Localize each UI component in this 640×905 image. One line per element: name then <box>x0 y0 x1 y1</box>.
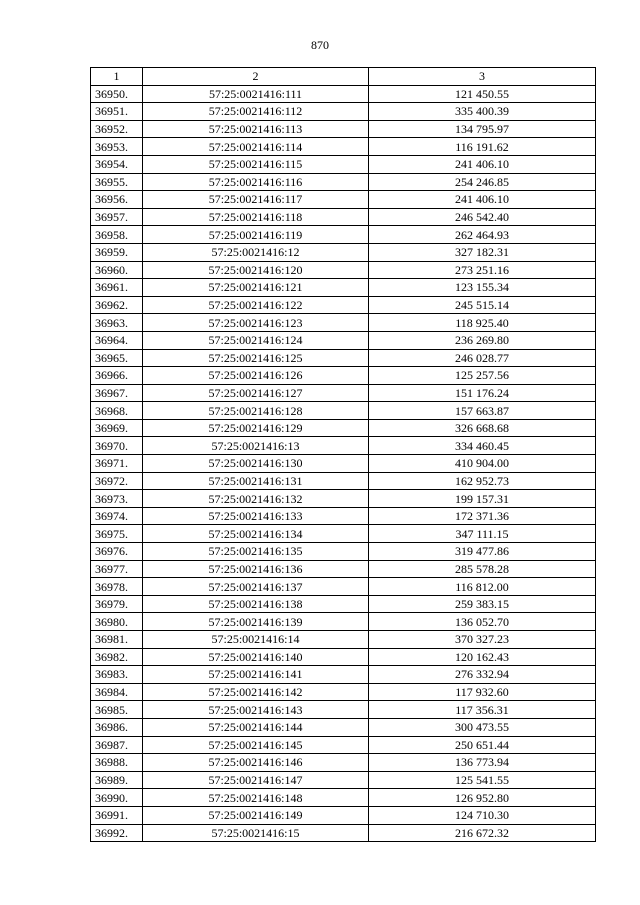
value-cell: 124 710.30 <box>369 806 596 824</box>
row-number-cell: 36973. <box>91 490 143 508</box>
table-row <box>91 543 596 561</box>
table-row <box>91 789 596 807</box>
row-number-cell: 36953. <box>91 138 143 156</box>
table-row <box>91 138 596 156</box>
table-row <box>91 683 596 701</box>
table-row <box>91 349 596 367</box>
value-cell: 134 795.97 <box>369 120 596 138</box>
row-number-cell: 36961. <box>91 279 143 297</box>
row-number-cell: 36990. <box>91 789 143 807</box>
value-cell: 273 251.16 <box>369 261 596 279</box>
row-number-cell: 36958. <box>91 226 143 244</box>
row-number-cell: 36974. <box>91 507 143 525</box>
row-number-cell: 36952. <box>91 120 143 138</box>
cadastral-number-cell: 57:25:0021416:136 <box>143 560 369 578</box>
table-row <box>91 120 596 138</box>
table-row <box>91 595 596 613</box>
table-row <box>91 613 596 631</box>
column-header-3: 3 <box>369 68 596 86</box>
table-row <box>91 331 596 349</box>
value-cell: 136 052.70 <box>369 613 596 631</box>
row-number-cell: 36978. <box>91 578 143 596</box>
cadastral-number-cell: 57:25:0021416:138 <box>143 595 369 613</box>
cadastral-number-cell: 57:25:0021416:133 <box>143 507 369 525</box>
column-header-2: 2 <box>143 68 369 86</box>
row-number-cell: 36986. <box>91 718 143 736</box>
data-table <box>90 67 596 842</box>
row-number-cell: 36980. <box>91 613 143 631</box>
row-number-cell: 36991. <box>91 806 143 824</box>
table-row <box>91 402 596 420</box>
row-number-cell: 36975. <box>91 525 143 543</box>
row-number-cell: 36972. <box>91 472 143 490</box>
cadastral-number-cell: 57:25:0021416:14 <box>143 631 369 649</box>
cadastral-number-cell: 57:25:0021416:146 <box>143 754 369 772</box>
value-cell: 285 578.28 <box>369 560 596 578</box>
table-header-row <box>91 68 596 86</box>
table-row <box>91 384 596 402</box>
value-cell: 117 932.60 <box>369 683 596 701</box>
cadastral-number-cell: 57:25:0021416:114 <box>143 138 369 156</box>
table-row <box>91 824 596 842</box>
table-row <box>91 437 596 455</box>
row-number-cell: 36966. <box>91 367 143 385</box>
value-cell: 327 182.31 <box>369 243 596 261</box>
cadastral-number-cell: 57:25:0021416:147 <box>143 771 369 789</box>
cadastral-number-cell: 57:25:0021416:149 <box>143 806 369 824</box>
table-row <box>91 771 596 789</box>
value-cell: 276 332.94 <box>369 666 596 684</box>
row-number-cell: 36967. <box>91 384 143 402</box>
value-cell: 326 668.68 <box>369 419 596 437</box>
value-cell: 246 542.40 <box>369 208 596 226</box>
row-number-cell: 36954. <box>91 155 143 173</box>
table-row <box>91 155 596 173</box>
cadastral-number-cell: 57:25:0021416:115 <box>143 155 369 173</box>
table-row <box>91 103 596 121</box>
row-number-cell: 36969. <box>91 419 143 437</box>
table-row <box>91 507 596 525</box>
cadastral-number-cell: 57:25:0021416:128 <box>143 402 369 420</box>
table-row <box>91 191 596 209</box>
cadastral-number-cell: 57:25:0021416:134 <box>143 525 369 543</box>
cadastral-number-cell: 57:25:0021416:117 <box>143 191 369 209</box>
value-cell: 136 773.94 <box>369 754 596 772</box>
table-row <box>91 208 596 226</box>
value-cell: 319 477.86 <box>369 543 596 561</box>
cadastral-number-cell: 57:25:0021416:140 <box>143 648 369 666</box>
cadastral-number-cell: 57:25:0021416:145 <box>143 736 369 754</box>
row-number-cell: 36963. <box>91 314 143 332</box>
cadastral-number-cell: 57:25:0021416:129 <box>143 419 369 437</box>
row-number-cell: 36977. <box>91 560 143 578</box>
row-number-cell: 36984. <box>91 683 143 701</box>
row-number-cell: 36983. <box>91 666 143 684</box>
value-cell: 151 176.24 <box>369 384 596 402</box>
cadastral-number-cell: 57:25:0021416:135 <box>143 543 369 561</box>
value-cell: 262 464.93 <box>369 226 596 244</box>
cadastral-number-cell: 57:25:0021416:131 <box>143 472 369 490</box>
value-cell: 116 812.00 <box>369 578 596 596</box>
row-number-cell: 36992. <box>91 824 143 842</box>
value-cell: 241 406.10 <box>369 155 596 173</box>
table-row <box>91 666 596 684</box>
table-row <box>91 261 596 279</box>
value-cell: 199 157.31 <box>369 490 596 508</box>
value-cell: 121 450.55 <box>369 85 596 103</box>
table-row <box>91 701 596 719</box>
row-number-cell: 36982. <box>91 648 143 666</box>
cadastral-number-cell: 57:25:0021416:121 <box>143 279 369 297</box>
cadastral-number-cell: 57:25:0021416:130 <box>143 455 369 473</box>
value-cell: 245 515.14 <box>369 296 596 314</box>
row-number-cell: 36987. <box>91 736 143 754</box>
table-row <box>91 472 596 490</box>
value-cell: 410 904.00 <box>369 455 596 473</box>
row-number-cell: 36964. <box>91 331 143 349</box>
table-body <box>91 85 596 842</box>
table-row <box>91 367 596 385</box>
cadastral-number-cell: 57:25:0021416:142 <box>143 683 369 701</box>
table-row <box>91 243 596 261</box>
table-row <box>91 279 596 297</box>
page-number: 870 <box>311 38 329 52</box>
value-cell: 241 406.10 <box>369 191 596 209</box>
table-row <box>91 419 596 437</box>
row-number-cell: 36979. <box>91 595 143 613</box>
value-cell: 118 925.40 <box>369 314 596 332</box>
value-cell: 246 028.77 <box>369 349 596 367</box>
cadastral-number-cell: 57:25:0021416:127 <box>143 384 369 402</box>
table-row <box>91 490 596 508</box>
cadastral-number-cell: 57:25:0021416:116 <box>143 173 369 191</box>
value-cell: 300 473.55 <box>369 718 596 736</box>
value-cell: 123 155.34 <box>369 279 596 297</box>
row-number-cell: 36960. <box>91 261 143 279</box>
value-cell: 335 400.39 <box>369 103 596 121</box>
value-cell: 259 383.15 <box>369 595 596 613</box>
value-cell: 116 191.62 <box>369 138 596 156</box>
row-number-cell: 36962. <box>91 296 143 314</box>
value-cell: 162 952.73 <box>369 472 596 490</box>
table-row <box>91 578 596 596</box>
row-number-cell: 36965. <box>91 349 143 367</box>
table-row <box>91 173 596 191</box>
table-row <box>91 631 596 649</box>
value-cell: 125 541.55 <box>369 771 596 789</box>
cadastral-number-cell: 57:25:0021416:141 <box>143 666 369 684</box>
value-cell: 157 663.87 <box>369 402 596 420</box>
cadastral-number-cell: 57:25:0021416:143 <box>143 701 369 719</box>
cadastral-number-cell: 57:25:0021416:111 <box>143 85 369 103</box>
row-number-cell: 36988. <box>91 754 143 772</box>
table-row <box>91 718 596 736</box>
cadastral-number-cell: 57:25:0021416:119 <box>143 226 369 244</box>
row-number-cell: 36956. <box>91 191 143 209</box>
cadastral-number-cell: 57:25:0021416:124 <box>143 331 369 349</box>
table-row <box>91 525 596 543</box>
table-row <box>91 455 596 473</box>
cadastral-number-cell: 57:25:0021416:122 <box>143 296 369 314</box>
row-number-cell: 36959. <box>91 243 143 261</box>
cadastral-number-cell: 57:25:0021416:123 <box>143 314 369 332</box>
row-number-cell: 36951. <box>91 103 143 121</box>
table-row <box>91 560 596 578</box>
table-row <box>91 736 596 754</box>
row-number-cell: 36981. <box>91 631 143 649</box>
value-cell: 172 371.36 <box>369 507 596 525</box>
cadastral-number-cell: 57:25:0021416:13 <box>143 437 369 455</box>
cadastral-number-cell: 57:25:0021416:148 <box>143 789 369 807</box>
table-row <box>91 296 596 314</box>
row-number-cell: 36971. <box>91 455 143 473</box>
cadastral-number-cell: 57:25:0021416:118 <box>143 208 369 226</box>
table-row <box>91 806 596 824</box>
value-cell: 126 952.80 <box>369 789 596 807</box>
cadastral-number-cell: 57:25:0021416:125 <box>143 349 369 367</box>
cadastral-number-cell: 57:25:0021416:139 <box>143 613 369 631</box>
value-cell: 250 651.44 <box>369 736 596 754</box>
row-number-cell: 36976. <box>91 543 143 561</box>
value-cell: 334 460.45 <box>369 437 596 455</box>
table-row <box>91 754 596 772</box>
column-header-1: 1 <box>91 68 143 86</box>
value-cell: 236 269.80 <box>369 331 596 349</box>
table-row <box>91 226 596 244</box>
row-number-cell: 36957. <box>91 208 143 226</box>
cadastral-number-cell: 57:25:0021416:144 <box>143 718 369 736</box>
value-cell: 125 257.56 <box>369 367 596 385</box>
table-row <box>91 648 596 666</box>
cadastral-number-cell: 57:25:0021416:126 <box>143 367 369 385</box>
value-cell: 216 672.32 <box>369 824 596 842</box>
row-number-cell: 36989. <box>91 771 143 789</box>
cadastral-number-cell: 57:25:0021416:112 <box>143 103 369 121</box>
value-cell: 120 162.43 <box>369 648 596 666</box>
value-cell: 347 111.15 <box>369 525 596 543</box>
cadastral-number-cell: 57:25:0021416:120 <box>143 261 369 279</box>
value-cell: 117 356.31 <box>369 701 596 719</box>
table-row <box>91 85 596 103</box>
row-number-cell: 36955. <box>91 173 143 191</box>
row-number-cell: 36970. <box>91 437 143 455</box>
value-cell: 370 327.23 <box>369 631 596 649</box>
row-number-cell: 36985. <box>91 701 143 719</box>
cadastral-number-cell: 57:25:0021416:137 <box>143 578 369 596</box>
row-number-cell: 36950. <box>91 85 143 103</box>
cadastral-number-cell: 57:25:0021416:15 <box>143 824 369 842</box>
table-row <box>91 314 596 332</box>
cadastral-number-cell: 57:25:0021416:132 <box>143 490 369 508</box>
value-cell: 254 246.85 <box>369 173 596 191</box>
row-number-cell: 36968. <box>91 402 143 420</box>
cadastral-number-cell: 57:25:0021416:113 <box>143 120 369 138</box>
cadastral-number-cell: 57:25:0021416:12 <box>143 243 369 261</box>
